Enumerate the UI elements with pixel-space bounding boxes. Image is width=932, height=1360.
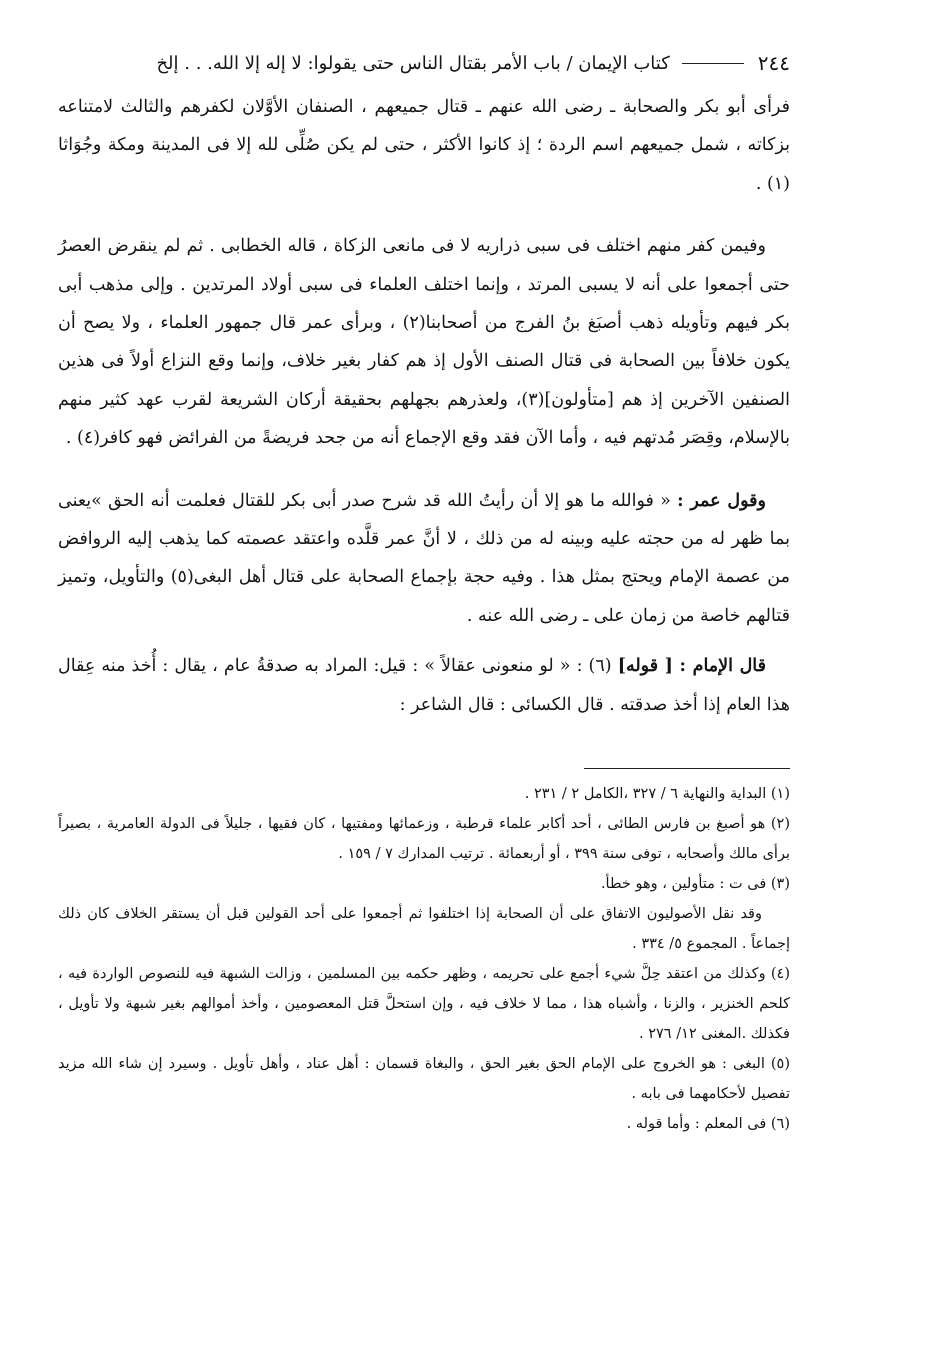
page-number: ٢٤٤ — [757, 51, 790, 75]
running-title: كتاب الإيمان / باب الأمر بقتال الناس حتى يقولوا: لا إله إلا الله. . . إلخ — [156, 52, 670, 74]
main-text — [58, 88, 790, 724]
footnote-3: (٣) فى ت : متأولين ، وهو خطأ. — [600, 876, 790, 893]
omar-lead-in: وقول عمر : — [677, 490, 766, 511]
footnote-6: (٦) فى المعلم : وأما قوله . — [626, 1116, 790, 1133]
paragraph-2: وفيمن كفر منهم اختلف فى سبى ذراريه لا فى مانعى الزكاة ، قاله الخطابى . ثم لم ينقرض العصرُ حتى أجمعوا على أنه لا يسبى المرتد ، وإنما اختلف العلماء فى سبى أولاد المرتدين . وإلى مذهب أبى بكر فيهم وتأويله ذهب أصبَغ بنُ الفرج من أصحابنا(٢) ، وبرأى عمر قال جمهور العلماء ، ولا يصح أن يكون خلافاً بين الصحابة فى قتال الصنف الأول إذ هم كفار بغير خلاف، وإنما وقع النزاع أولاً فى هذين الصنفين الآخرين إذ هم [متأولون](٣)، ولعذرهم بجهلهم بحقيقة أركان الشريعة لقرب عهد كثير منهم بالإسلام، وقِصَر مُدتهم فيه ، وأما الآن فقد وقع الإجماع أنه من جحد فريضةً من الفرائض فهو كافر(٤) . — [58, 236, 790, 449]
footnote-4: (٤) وكذلك من اعتقد حِلَّ شيء أجمع على تحريمه ، وظهر حكمه بين المسلمين ، وزالت الشبهة فيه للنصوص الواردة فيه ، كلحم الخنزير ، والزنا ، وأشباه هذا ، مما لا خلاف فيه ، وإن استحلَّ قتل المعصومين ، وأخذ أموالهم بغير شبهة ولا تأويل ، فكذلك .المغنى ١٢/ ٢٧٦ . — [58, 966, 790, 1043]
book-page — [58, 46, 790, 1139]
paragraph-4-text: (٦) : « لو منعونى عقالاً » : قيل: المراد به صدقةُ عام ، يقال : أُخذ منه عِقال هذا العام إذا أخذ صدقته . قال الكسائى : قال الشاعر : — [58, 656, 790, 715]
footnote-1: (١) البداية والنهاية ٦ / ٣٢٧ ،الكامل ٢ / ٢٣١ . — [524, 786, 790, 803]
footnote-3-continuation: وقد نقل الأصوليون الاتفاق على أن الصحابة إذا اختلفوا ثم أجمعوا على أحد القولين قبل أن يستقر الخلاف كان ذلك إجماعاً . المجموع ٥/ ٣٣٤ . — [58, 906, 790, 953]
footnote-5: (٥) البغى : هو الخروج على الإمام الحق بغير الحق ، والبغاة قسمان : أهل عناد ، وأهل تأويل . وسيرد إن شاء الله مزيد تفصيل لأحكامهما فى بابه . — [58, 1056, 790, 1103]
paragraph-1: فرأى أبو بكر والصحابة ـ رضى الله عنهم ـ قتال جميعهم ، الصنفان الأوَّلان لكفرهم والثالث لامتناعه بزكاته ، شمل جميعهم اسم الردة ؛ إذ كانوا الأكثر ، حتى لم يكن صُلِّى لله إلا فى المدينة ومكة وجُوَاثا (١) . — [58, 97, 790, 194]
footnote-2: (٢) هو أصبغ بن فارس الطائى ، أحد أكابر علماء قرطبة ، وزعمائها ومفتيها ، كان فقيها ، جليلاً فى الدولة العامرية ، بصيراً برأى مالك وأصحابه ، توفى سنة ٣٩٩ ، أو أربعمائة . ترتيب المدارك ٧ / ١٥٩ . — [58, 816, 790, 863]
paragraph-3-text: « فوالله ما هو إلا أن رأيتُ الله قد شرح صدر أبى بكر للقتال فعلمت أنه الحق »يعنى بما ظهر له من حجته عليه وبينه له من ذلك ، لا أنَّ عمر قلَّده واعتقد عصمته كما يذهب إليه الروافض من عصمة الإمام ويحتج بمثل هذا . وفيه حجة بإجماع الصحابة على قتال أهل البغى(٥) والتأويل، وتميز قتالهم خاصة من زمان على ـ رضى الله عنه . — [58, 490, 790, 626]
header-rule — [682, 63, 744, 64]
paragraph-4 — [58, 647, 790, 724]
footnotes — [58, 779, 790, 1139]
imam-lead-in: قال الإمام : [ قوله] — [617, 656, 766, 677]
running-header — [58, 46, 790, 80]
paragraph-3 — [58, 482, 790, 636]
footnote-divider — [584, 768, 790, 769]
